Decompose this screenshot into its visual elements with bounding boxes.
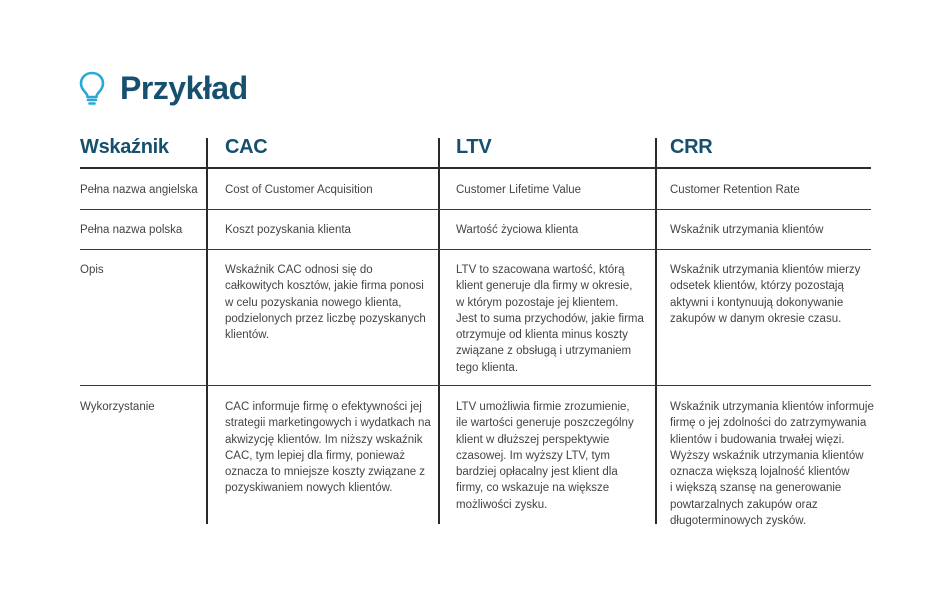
row-divider — [80, 385, 871, 386]
table-cell: CAC informuje firmę o efektywności jej strategii marketingowych i wydatkach na akwizycję klientów. Im niższy wskaźnik CAC, tym lepiej dla firmy, ponieważ oznacza to mniejsze koszty związane z pozyskiwaniem nowych klientów. — [225, 401, 431, 495]
row-label-usage: Wykorzystanie — [80, 401, 155, 413]
title-block — [78, 68, 248, 108]
header-divider — [80, 167, 871, 169]
table-cell: Wskaźnik CAC odnosi się do całkowitych kosztów, jakie firma ponosi w celu pozyskania nowego klienta, podzielonych przez liczbę pozyskanych klientów. — [225, 264, 426, 342]
table-cell: Customer Lifetime Value — [456, 184, 582, 196]
table-cell: Customer Retention Rate — [670, 184, 800, 196]
table-cell: Koszt pozyskania klienta — [225, 224, 351, 236]
row-label-polish-name: Pełna nazwa polska — [80, 224, 183, 236]
table-cell: Wartość życiowa klienta — [456, 224, 579, 236]
row-divider — [80, 249, 871, 250]
row-label-english-name: Pełna nazwa angielska — [80, 184, 198, 196]
header-crr: CRR — [670, 136, 713, 158]
page-title: Przykład — [120, 70, 248, 106]
lightbulb-icon — [78, 70, 106, 106]
table-cell: Wskaźnik utrzymania klientów mierzy odsetek klientów, którzy pozostają aktywni i kontynuują dokonywanie zakupów w danym okresie czasu. — [670, 264, 861, 325]
table-cell: LTV umożliwia firmie zrozumienie, ile wartości generuje poszczególny klient w dłuższej perspektywie czasowej. Im wyższy LTV, tym bardziej opłacalny jest klient dla firmy, co wskazuje na większe możliwości zysku. — [456, 401, 634, 511]
header-cac: CAC — [225, 136, 268, 158]
column-divider — [655, 138, 657, 524]
header-ltv: LTV — [456, 136, 492, 158]
table-cell: Wskaźnik utrzymania klientów — [670, 224, 824, 236]
table-cell: Cost of Customer Acquisition — [225, 184, 373, 196]
column-divider — [206, 138, 208, 524]
table-cell: LTV to szacowana wartość, którą klient generuje dla firmy w okresie, w którym pozostaje jej klientem. Jest to suma przychodów, jakie firma otrzymuje od klienta minus koszty związane z obsługą i utrzymaniem tego klienta. — [456, 264, 644, 374]
row-divider — [80, 209, 871, 210]
header-indicator: Wskaźnik — [80, 136, 169, 158]
row-label-description: Opis — [80, 264, 104, 276]
column-divider — [438, 138, 440, 524]
table-cell: Wskaźnik utrzymania klientów informuje firmę o jej zdolności do zatrzymywania klientów i budowania trwałej więzi. Wyższy wskaźnik utrzymania klientów oznacza większą lojalność klientów i większą szansę na generowanie powtarzalnych zakupów oraz długoterminowych zysków. — [670, 401, 874, 528]
